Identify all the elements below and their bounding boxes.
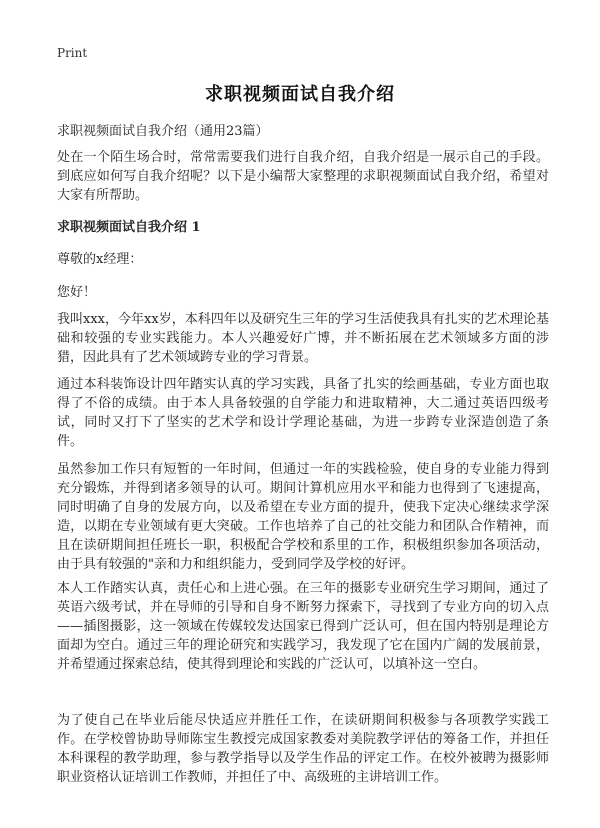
print-label: Print bbox=[57, 46, 88, 60]
body-paragraph-1: 我叫xxx，今年xx岁，本科四年以及研究生三年的学习生活使我具有扎实的艺术理论基础和较强的专业实践能力。本人兴趣爱好广博，并不断拓展在艺术领域多方面的涉猎，因此具有了艺术领域跨专业的学习背景。 bbox=[57, 312, 549, 365]
body-paragraph-3: 虽然参加工作只有短暂的一年时间，但通过一年的实践检验，使自身的专业能力得到充分锻炼，并得到诸多领导的认可。期间计算机应用水平和能力也得到了飞速提高，同时明确了自身的发展方向，以及希望在专业方面的提升，使我下定决心继续求学深造，以期在专业领域有更大突破。工作也培养了自己的社交能力和团队合作精神，而且在读研期间担任班长一职，积极配合学校和系里的工作，积极组织参加各项活动，由于具有较强的"亲和力和组织能力，受到同学及学校的好评。 bbox=[57, 462, 549, 572]
section-heading: 求职视频面试自我介绍 1 bbox=[57, 220, 201, 235]
body-paragraph-2: 通过本科装饰设计四年踏实认真的学习实践，具备了扎实的绘画基础，专业方面也取得了不俗的成绩。由于本人具备较强的自学能力和进取精神，大二通过英语四级考试，同时又打下了坚实的艺术学和设计学理论基础，为进一步跨专业深造创造了条件。 bbox=[57, 377, 549, 449]
salutation: 尊敬的x经理： bbox=[57, 252, 143, 267]
document-subtitle: 求职视频面试自我介绍（通用23篇） bbox=[57, 124, 269, 139]
body-paragraph-5: 为了使自己在毕业后能尽快适应并胜任工作，在读研期间积极参与各项教学实践工作。在学校曾协助导师陈宝生教授完成国家教委对美院教学评估的筹备工作，并担任本科课程的教学助理，参与教学指导以及学生作品的评定工作。在校外被聘为摄影师职业资格认证培训工作教师，并担任了中、高级班的主讲培训工作。 bbox=[57, 713, 549, 785]
body-paragraph-4: 本人工作踏实认真，责任心和上进心强。在三年的摄影专业研究生学习期间，通过了英语六级考试，并在导师的引导和自身不断努力探索下，寻找到了专业方向的切入点——插图摄影，这一领域在传媒较发达国家已得到广泛认可，但在国内特别是理论方面却为空白。通过三年的理论研究和实践学习，我发现了它在国内广阔的发展前景，并希望通过探索总结，使其得到理论和实践的广泛认可，以填补这一空白。 bbox=[57, 581, 549, 672]
intro-paragraph: 处在一个陌生场合时，常常需要我们进行自我介绍，自我介绍是一展示自己的手段。到底应如何写自我介绍呢？以下是小编帮大家整理的求职视频面试自我介绍，希望对大家有所帮助。 bbox=[57, 150, 549, 203]
greeting: 您好！ bbox=[57, 285, 97, 300]
page-title: 求职视频面试自我介绍 bbox=[205, 84, 395, 105]
